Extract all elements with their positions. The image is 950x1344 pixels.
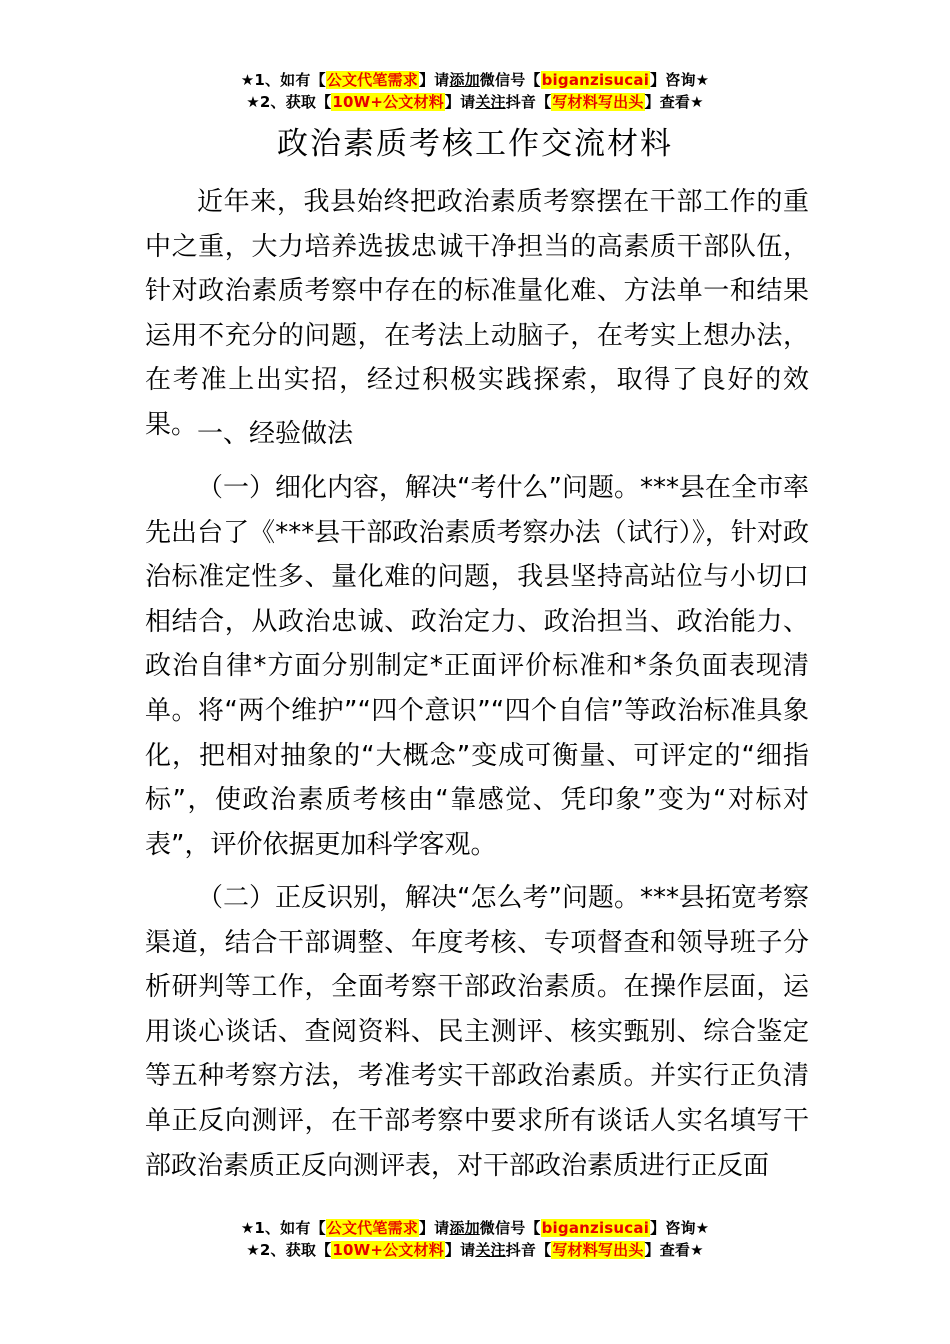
- promo-underline: 添加: [449, 1219, 480, 1237]
- promo-highlight: 公文代笔需求: [326, 71, 418, 89]
- promo-text: 微信号【: [479, 1219, 541, 1237]
- promo-text: 】咨询★: [650, 71, 710, 89]
- promo-text: ★1、如有【: [240, 1219, 326, 1237]
- footer-promo-banner: [0, 1217, 950, 1261]
- body-paragraph-2: （二）正反识别，解决“怎么考”问题。***县拓宽考察渠道，结合干部调整、年度考核、专项督查和领导班子分析研判等工作，全面考察干部政治素质。在操作层面，运用谈心谈话、查阅资料、民主测评、核实甄别、综合鉴定等五种考察方法，考准考实干部政治素质。并实行正负清单正反向测评，在干部考察中要求所有谈话人实名填写干部政治素质正反向测评表，对干部政治素质进行正反面: [145, 883, 809, 1181]
- promo-text: 】咨询★: [650, 1219, 710, 1237]
- promo-highlight: 公文代笔需求: [326, 1219, 418, 1237]
- body-paragraph-1: （一）细化内容，解决“考什么”问题。***县在全市率先出台了《***县干部政治素质考察办法（试行）》，针对政治标准定性多、量化难的问题，我县坚持高站位与小切口相结合，从政治忠诚、政治定力、政治担当、政治能力、政治自律*方面分别制定*正面评价标准和*条负面表现清单。将“两个维护”“四个意识”“四个自信”等政治标准具象化，把相对抽象的“大概念”变成可衡量、可评定的“细指标”，使政治素质考核由“靠感觉、凭印象”变为“对标对表”，评价依据更加科学客观。: [145, 473, 809, 860]
- promo-text: ★2、获取【: [246, 1241, 332, 1259]
- promo-text: 】查看★: [644, 93, 704, 111]
- promo-line-2: [0, 1239, 950, 1261]
- subsection-1: [145, 466, 809, 867]
- promo-highlight: 10W+公文材料: [332, 1241, 444, 1259]
- promo-text: 】查看★: [644, 1241, 704, 1259]
- intro-paragraph: 近年来，我县始终把政治素质考察摆在干部工作的重中之重，大力培养选拔忠诚干净担当的高素质干部队伍，针对政治素质考察中存在的标准量化难、方法单一和结果运用不充分的问题，在考法上动脑子，在考实上想办法，在考准上出实招，经过积极实践探索，取得了良好的效果。: [145, 187, 809, 440]
- promo-douyin-name: 写材料写出头: [552, 93, 644, 111]
- promo-underline: 添加: [449, 71, 480, 89]
- promo-wechat-id: biganzisucai: [541, 71, 650, 89]
- promo-line-1: [0, 69, 950, 91]
- promo-text: ★1、如有【: [240, 71, 326, 89]
- promo-douyin-name: 写材料写出头: [552, 1241, 644, 1259]
- header-promo-banner: [0, 69, 950, 113]
- section-heading: 一、经验做法: [197, 419, 354, 449]
- promo-text: 抖音【: [505, 93, 552, 111]
- promo-text: ★2、获取【: [246, 93, 332, 111]
- promo-text: 】请: [444, 1241, 476, 1259]
- promo-line-2: [0, 91, 950, 113]
- promo-text: 】请: [418, 1219, 450, 1237]
- promo-highlight: 10W+公文材料: [332, 93, 444, 111]
- promo-text: 抖音【: [505, 1241, 552, 1259]
- promo-line-1: [0, 1217, 950, 1239]
- promo-underline: 关注: [475, 93, 506, 111]
- promo-wechat-id: biganzisucai: [541, 1219, 650, 1237]
- document-title: 政治素质考核工作交流材料: [277, 126, 673, 162]
- promo-text: 】请: [444, 93, 476, 111]
- intro-section: [145, 180, 809, 448]
- promo-text: 】请: [418, 71, 450, 89]
- section-heading-block: [145, 412, 809, 457]
- promo-text: 微信号【: [479, 71, 541, 89]
- promo-underline: 关注: [475, 1241, 506, 1259]
- subsection-2: [145, 876, 809, 1188]
